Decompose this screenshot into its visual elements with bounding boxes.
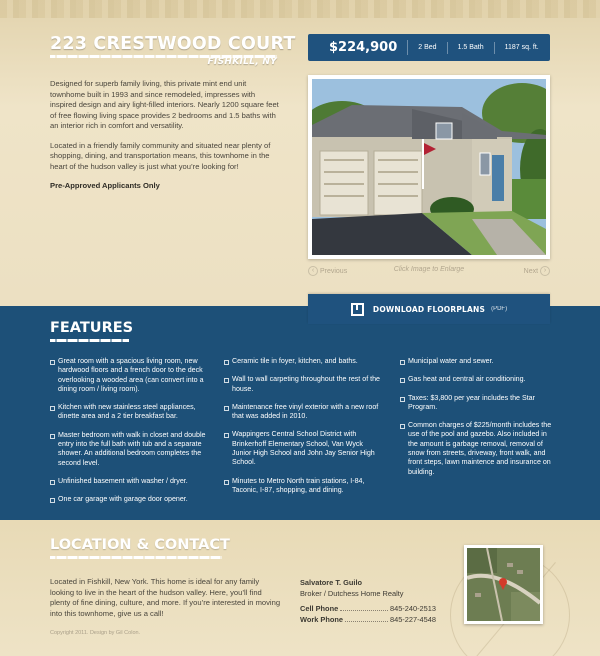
agent-name: Salvatore T. Guilo: [300, 578, 363, 587]
feature-item: Wall to wall carpeting throughout the rest of the house.: [224, 375, 384, 394]
description-paragraph: Located in a friendly family community and situated near plenty of shopping, dining, and transportation means, this townhome in the heart of the hudson valley is just what you’re looking for!: [50, 140, 271, 171]
preapproved-note: Pre-Approved Applicants Only: [50, 181, 160, 190]
satellite-map[interactable]: [467, 548, 540, 621]
location-underline: [50, 556, 222, 559]
contact-card: [300, 577, 436, 625]
bedrooms: 2 Bed: [418, 43, 437, 51]
download-floorplans-button[interactable]: [308, 294, 550, 324]
torn-paper-edge: [0, 0, 600, 18]
features-underline: [50, 339, 129, 342]
work-phone-row: [300, 614, 436, 625]
feature-item: Unfinished basement with washer / dryer.: [50, 477, 215, 486]
house-photo-frame[interactable]: [308, 75, 550, 259]
floorplans-label: DOWNLOAD FLOORPLANS: [372, 304, 486, 314]
work-phone-number[interactable]: 845-227-4548: [389, 615, 436, 624]
bathrooms: 1.5 Bath: [447, 42, 494, 54]
feature-item: Maintenance free vinyl exterior with a new roof that was added in 2010.: [224, 403, 384, 422]
feature-item: Gas heat and central air conditioning.: [400, 375, 555, 384]
feature-item: Ceramic tile in foyer, kitchen, and baths.: [224, 357, 384, 366]
description-paragraph: Designed for superb family living, this private mint end unit townhome built in 1993 and since remodeled, impresses with inspired design and airy light-filled interiors. Nearly 1200 square feet of free flowing living space provides 2 bedrooms and 1.5 baths with an interior rich in comfort and versatility.: [50, 79, 279, 130]
feature-item: Great room with a spacious living room, new hardwood floors and a french door to the deck overlooking a wooded area (can convert into a dining room / living room).: [50, 357, 215, 394]
feature-item: Master bedroom with walk in closet and double entry into the full bath with tub and a separate shower. An additional bedroom completes the second level.: [50, 431, 215, 468]
page-title: 223 CRESTWOOD COURT: [50, 34, 296, 54]
feature-item: Kitchen with new stainless steel appliances, dinette area and a 2 tier breakfast bar.: [50, 403, 215, 422]
features-heading: FEATURES: [50, 320, 134, 336]
feature-item: Municipal water and sewer.: [400, 357, 555, 366]
features-column-3: [400, 357, 555, 486]
location-text: Located in Fishkill, New York. This home is ideal for any family looking to live in the heart of the hudson valley. Here, you’ll find plenty of fine dining, culture, and more. If you’re interested in moving into this townhome, give us a call!: [50, 577, 281, 618]
cell-phone-row: [300, 603, 436, 614]
floorplan-icon: [351, 303, 364, 316]
next-link[interactable]: Next ›: [524, 266, 550, 276]
enlarge-hint: Click Image to Enlarge: [393, 266, 465, 273]
floorplans-format: (PDF): [491, 306, 508, 312]
feature-item: Wappingers Central School District with Brinkerhoff Elementary School, Van Wyck Junior High School and John Jay Senior High School.: [224, 430, 384, 467]
feature-item: One car garage with garage door opener.: [50, 495, 215, 504]
description: [50, 79, 280, 201]
cell-phone-number[interactable]: 845-240-2513: [389, 604, 436, 613]
features-column-2: [224, 357, 384, 504]
square-footage: 1187 sq. ft.: [494, 42, 549, 54]
copyright: Copyright 2011. Design by Gil Colon.: [50, 630, 141, 636]
house-illustration: [312, 79, 546, 255]
price-bar: [308, 34, 550, 61]
feature-item: Minutes to Metro North train stations, I-84, Taconic, I-87, shopping, and dining.: [224, 477, 384, 496]
work-phone-label: Work Phone: [300, 615, 343, 624]
previous-link[interactable]: ‹ Previous: [308, 266, 347, 276]
features-column-1: [50, 357, 215, 514]
chevron-left-icon: ‹: [308, 266, 318, 276]
house-photo[interactable]: [312, 79, 546, 255]
location-subtitle: FISHKILL, NY: [207, 57, 277, 67]
dotted-leader: [345, 614, 388, 622]
price: $224,900: [308, 40, 408, 55]
agent-company: Broker / Dutchess Home Realty: [300, 589, 404, 598]
chevron-right-icon: ›: [540, 266, 550, 276]
dotted-leader: [340, 603, 388, 611]
feature-item: Taxes: $3,800 per year includes the Star Program.: [400, 394, 555, 413]
gallery-nav: [308, 266, 550, 278]
feature-item: Common charges of $225/month includes the use of the pool and gazebo. Also included in the amount is garbage removal, removal of snow from streets, driveway, front walk, and front steps, lawn maintence and insurance on building.: [400, 421, 555, 477]
map-thumbnail[interactable]: [464, 545, 543, 624]
location-heading: LOCATION & CONTACT: [50, 537, 230, 553]
map-illustration: [467, 548, 540, 621]
cell-phone-label: Cell Phone: [300, 604, 339, 613]
